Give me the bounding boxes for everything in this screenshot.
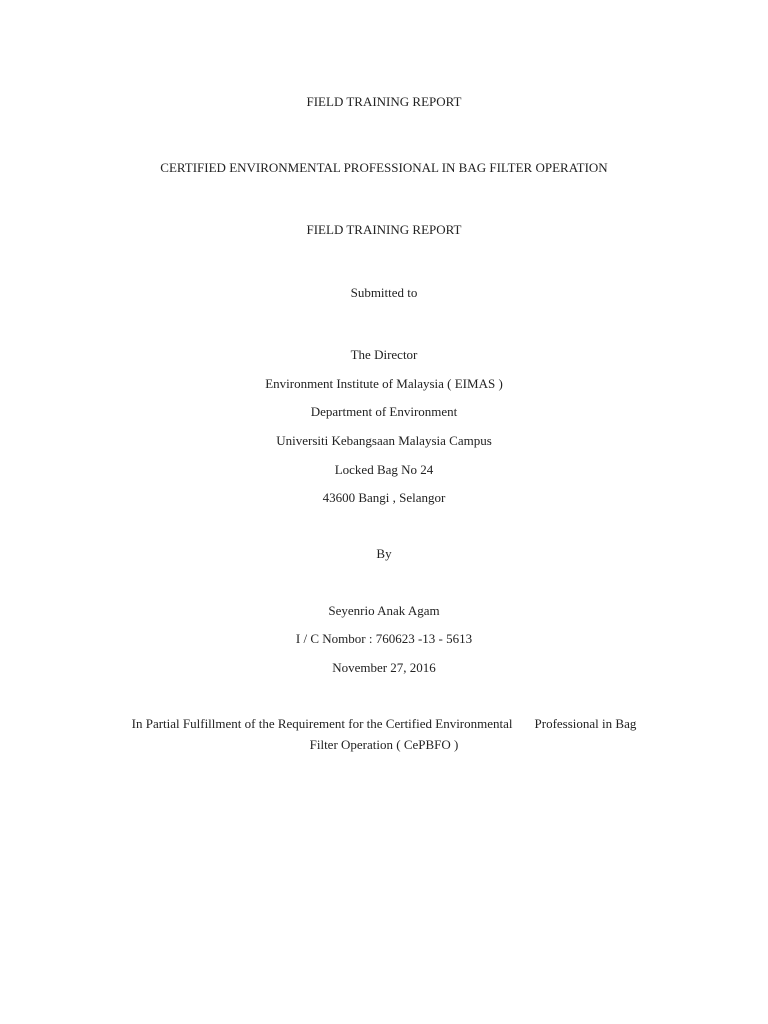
report-subtitle: FIELD TRAINING REPORT: [306, 222, 462, 237]
recipient-institute: Environment Institute of Malaysia ( EIMAS ): [265, 376, 503, 391]
by-label: By: [376, 546, 392, 561]
fulfillment-statement: [0, 713, 768, 755]
recipient-title: The Director: [350, 347, 418, 362]
recipient-campus: Universiti Kebangsaan Malaysia Campus: [276, 433, 492, 448]
submission-date: November 27, 2016: [332, 660, 436, 675]
submitted-to: Submitted to: [350, 285, 418, 300]
fulfillment-line-1: [0, 713, 768, 734]
author-name: Seyenrio Anak Agam: [328, 603, 440, 618]
program-title: CERTIFIED ENVIRONMENTAL PROFESSIONAL IN BAG FILTER OPERATION: [160, 160, 608, 175]
author-ic-number: I / C Nombor : 760623 -13 - 5613: [295, 631, 473, 646]
recipient-postcode-city: 43600 Bangi , Selangor: [322, 490, 446, 505]
fulfillment-line-1-part-1: In Partial Fulfillment of the Requirement for the Certified Environmental: [131, 716, 513, 731]
report-title: FIELD TRAINING REPORT: [306, 94, 462, 109]
fulfillment-line-2: Filter Operation ( CePBFO ): [309, 737, 459, 752]
fulfillment-line-1-part-2: Professional in Bag: [534, 716, 637, 731]
recipient-department: Department of Environment: [310, 404, 458, 419]
recipient-bag: Locked Bag No 24: [334, 462, 434, 477]
